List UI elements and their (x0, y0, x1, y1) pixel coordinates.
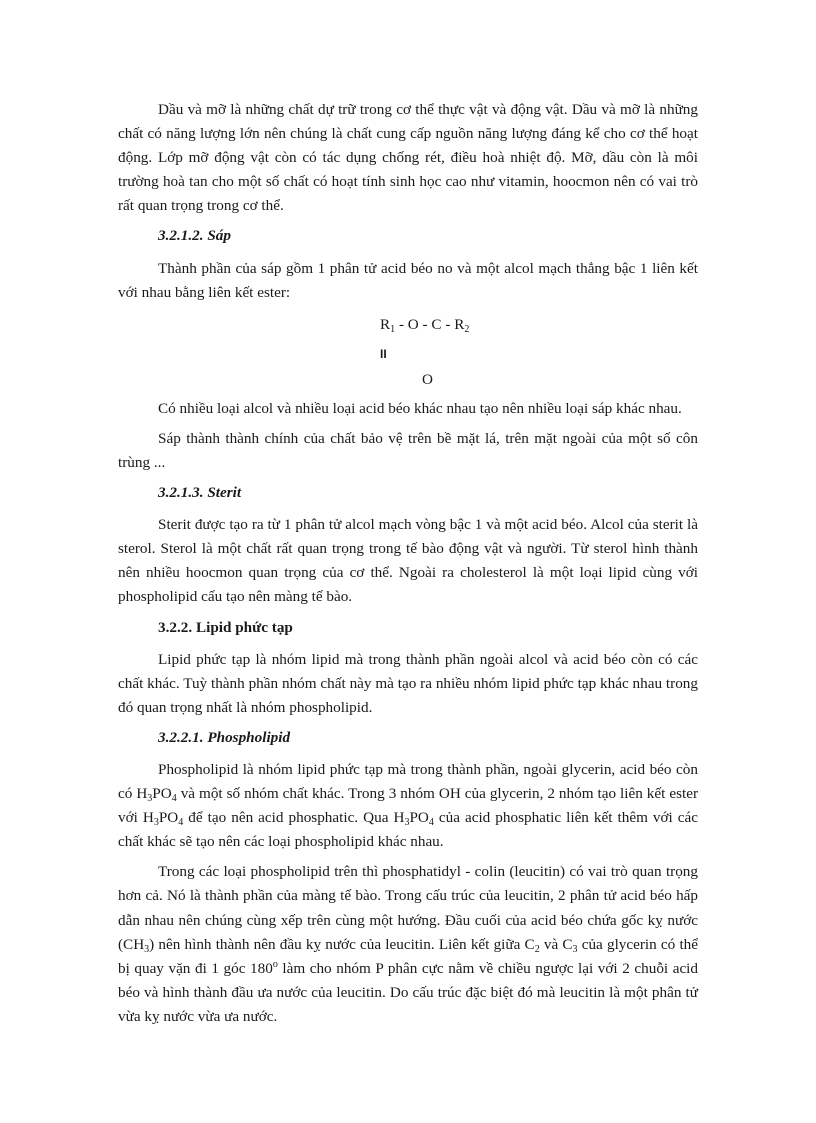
heading-complex-lipid: 3.2.2. Lipid phức tạp (158, 618, 293, 636)
paragraph-sterit: Sterit được tạo ra từ 1 phân tử alcol mạch vòng bậc 1 và một acid béo. Alcol của sterit là sterol. Sterol là một chất rất quan trọng trong tế bào động vật và người. Từ sterol hình thành nên nhiều hoocmon quan trọng của cơ thể. Ngoài ra cholesterol là một loại lipid cùng với phospholipid cấu tạo nên màng tế bào. (118, 516, 698, 606)
ester-formula (118, 311, 698, 391)
paragraph-leucitin: Trong các loại phospholipid trên thì phosphatidyl - colin (leucitin) có vai trò quan trọng hơn cả. Nó là thành phần của màng tế bào. Trong cấu trúc của leucitin, 2 phân tử acid béo hấp dẫn nhau nên chúng cùng xếp trên cùng một hướng. Đầu cuối của acid béo chứa gốc kỵ nước $(CH_3)$ nên hình thành nên đầu kỵ nước của leucitin. Liên kết giữa $C_2$ và $C_3$ của glycerin có thể bị quay vặn đi 1 góc 180$^o$ làm cho nhóm P phân cực nằm về chiều ngược lại với 2 chuỗi acid béo và hình thành đầu ưa nước của leucitin. Do cấu trúc đặc biệt đó mà leucitin là một phân tử vừa kỵ nước vừa ưa nước. (118, 863, 699, 1025)
heading-phospholipid: 3.2.2.1. Phospholipid (158, 728, 291, 746)
paragraph-wax-function: Sáp thành thành chính của chất bảo vệ trên bề mặt lá, trên mặt ngoài của một số côn trùng ... (118, 429, 698, 471)
paragraph-fats-oils: Dầu và mỡ là những chất dự trữ trong cơ thể thực vật và động vật. Dầu và mỡ là những chất có năng lượng lớn nên chúng là chất cung cấp nguồn năng lượng đáng kể cho cơ thể hoạt động. Lớp mỡ động vật còn có tác dụng chống rét, điều hoà nhiệt độ. Mỡ, dầu còn là môi trường hoà tan cho một số chất có hoạt tính sinh học cao như vitamin, hoocmon nên có vai trò rất quan trọng trong cơ thể. (118, 101, 698, 215)
paragraph-phospholipid: Phospholipid là nhóm lipid phức tạp mà trong thành phần, ngoài glycerin, acid béo còn có $H_3PO_4$ và một số nhóm chất khác. Trong 3 nhóm OH của glycerin, 2 nhóm tạo liên kết ester với $H_3PO_4$ để tạo nên acid phosphatic. Qua $H_3PO_4$ của acid phosphatic liên kết thêm với các chất khác sẽ tạo nên các loại phospholipid khác nhau. (118, 760, 699, 851)
paragraph-wax-types: Có nhiều loại alcol và nhiều loại acid béo khác nhau tạo nên nhiều loại sáp khác nhau. (158, 399, 682, 417)
double-bond-mark: II (380, 346, 387, 361)
paragraph-complex-lipid: Lipid phức tạp là nhóm lipid mà trong thành phần ngoài alcol và acid béo còn có các chất khác. Tuỳ thành phần nhóm chất này mà tạo ra nhiều nhóm lipid phức tạp khác nhau trong đó quan trọng nhất là nhóm phospholipid. (118, 650, 698, 716)
heading-sap: 3.2.1.2. Sáp (158, 227, 231, 245)
heading-sterit: 3.2.1.3. Sterit (158, 484, 242, 502)
oxygen-atom: O (422, 370, 433, 388)
document-page (118, 98, 698, 1035)
formula-line: $R_1$ - O - C - $R_2$ (380, 315, 470, 335)
paragraph-wax-composition: Thành phần của sáp gồm 1 phân tử acid béo no và một alcol mạch thẳng bậc 1 liên kết với nhau bằng liên kết ester: (118, 259, 698, 301)
